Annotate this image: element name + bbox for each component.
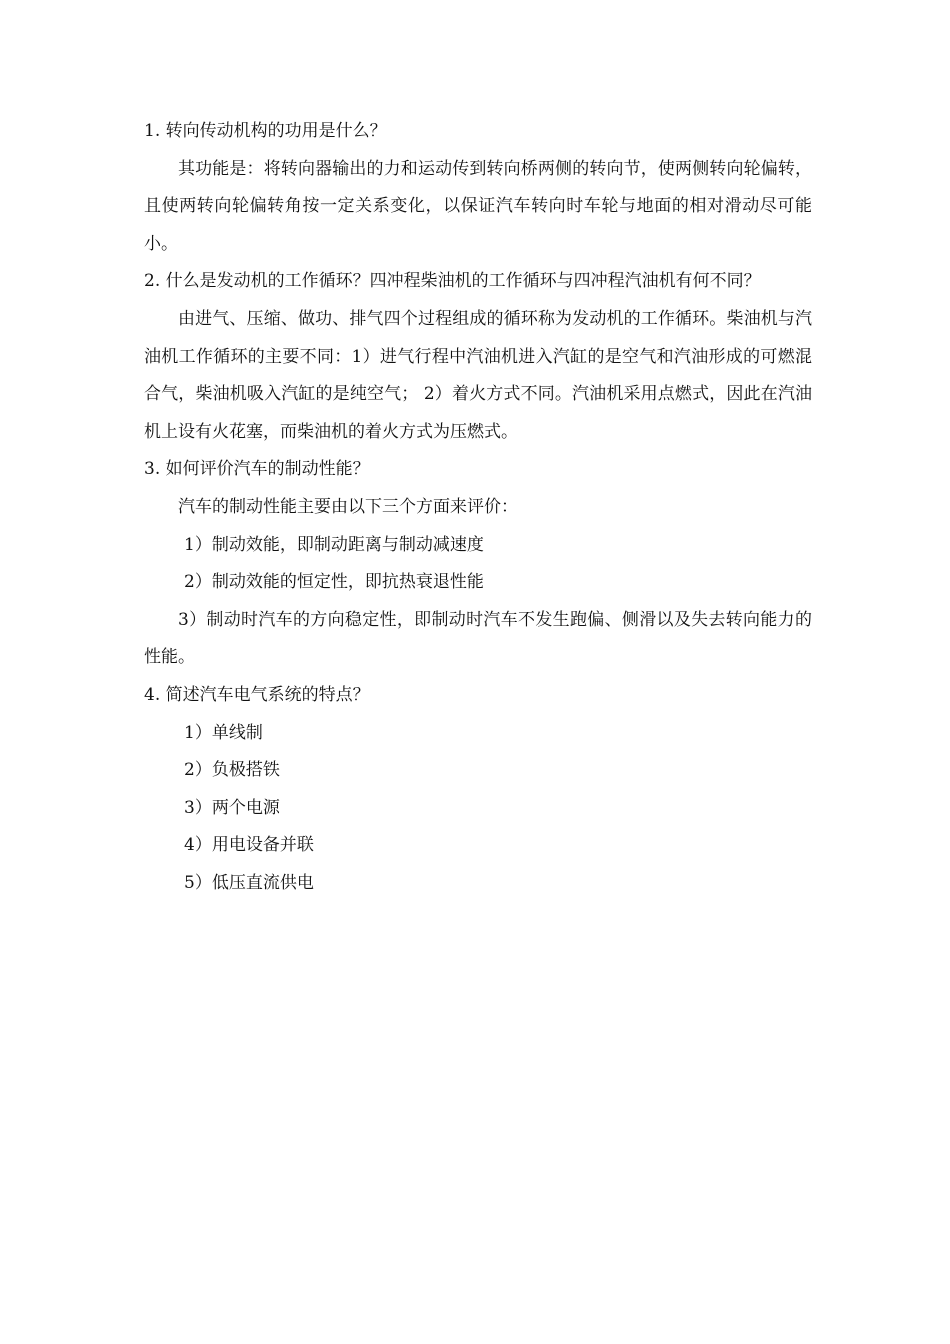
question-3-item-1: 1）制动效能，即制动距离与制动减速度 xyxy=(184,534,484,555)
question-3-intro: 汽车的制动性能主要由以下三个方面来评价： xyxy=(178,496,518,517)
question-4-heading: 4. 简述汽车电气系统的特点？ xyxy=(144,684,370,705)
question-1-answer: 其功能是：将转向器输出的力和运动传到转向桥两侧的转向节，使两侧转向轮偏转，且使两转向轮偏转角按一定关系变化，以保证汽车转向时车轮与地面的相对滑动尽可能小。 xyxy=(144,158,812,254)
question-4-item-3: 3）两个电源 xyxy=(184,797,280,818)
question-3-heading: 3. 如何评价汽车的制动性能？ xyxy=(144,459,370,480)
question-2-answer: 由进气、压缩、做功、排气四个过程组成的循环称为发动机的工作循环。柴油机与汽油机工作循环的主要不同：1）进气行程中汽油机进入汽缸的是空气和汽油形成的可燃混合气，柴油机吸入汽缸的是纯空气； 2）着火方式不同。汽油机采用点燃式，因此在汽油机上设有火花塞，而柴油机的着火方式为压燃式。 xyxy=(144,308,812,442)
question-4-item-2: 2）负极搭铁 xyxy=(184,760,280,781)
question-4-item-4: 4）用电设备并联 xyxy=(184,835,314,856)
question-1-heading: 1. 转向传动机构的功用是什么？ xyxy=(144,121,387,141)
question-4-item-5: 5）低压直流供电 xyxy=(184,872,314,893)
question-2-heading: 2. 什么是发动机的工作循环？四冲程柴油机的工作循环与四冲程汽油机有何不同？ xyxy=(144,271,761,292)
question-3-item-2: 2）制动效能的恒定性，即抗热衰退性能 xyxy=(184,572,484,593)
document-body xyxy=(144,113,812,902)
question-3-item-3: 3）制动时汽车的方向稳定性，即制动时汽车不发生跑偏、侧滑以及失去转向能力的性能。 xyxy=(144,609,812,668)
question-4-item-1: 1）单线制 xyxy=(184,722,263,743)
